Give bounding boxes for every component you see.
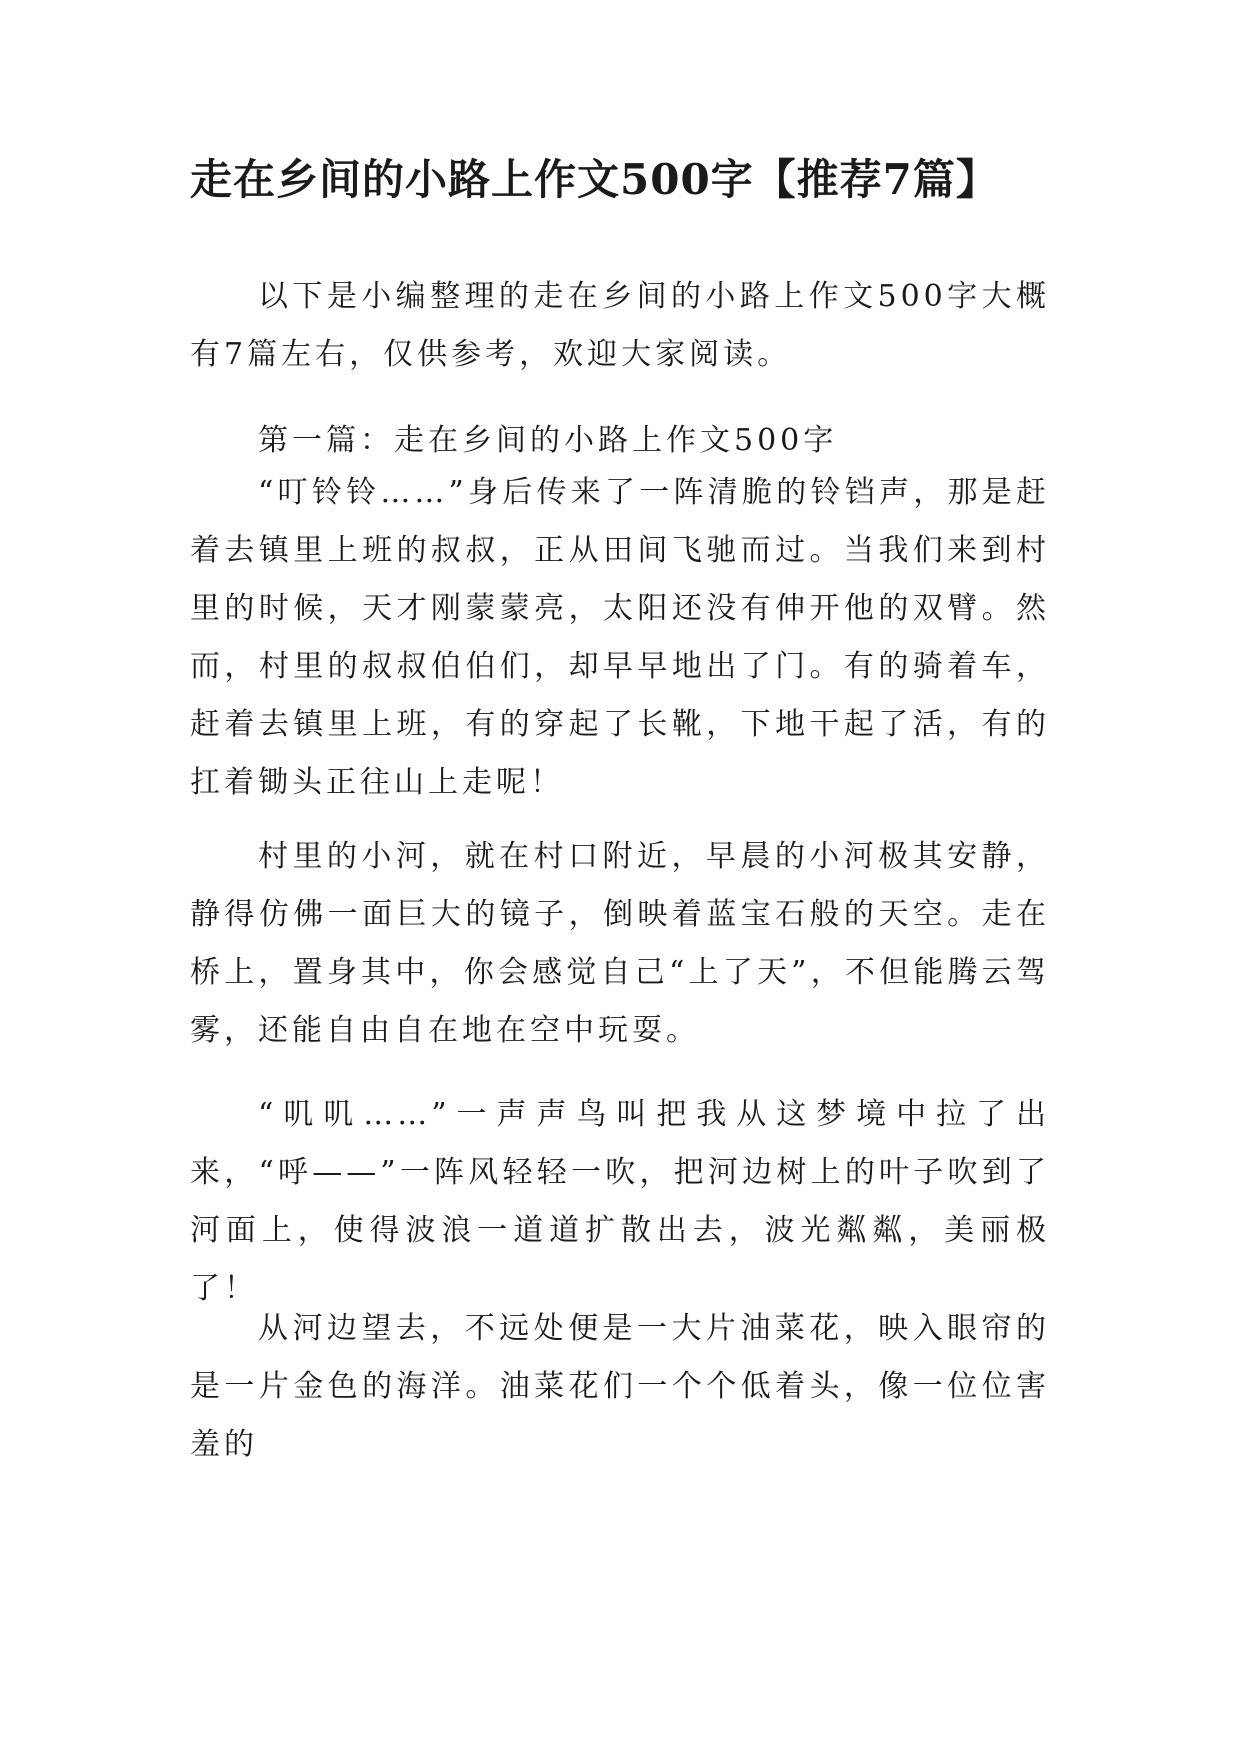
body-paragraph: “叮铃铃……”身后传来了一阵清脆的铃铛声，那是赶着去镇里上班的叔叔，正从田间飞驰而过。当我们来到村里的时候，天才刚蒙蒙亮，太阳还没有伸开他的双臂。然而，村里的叔叔伯伯们，却早早地出了门。有的骑着车，赶着去镇里上班，有的穿起了长靴，下地干起了活，有的扛着锄头正往山上走呢！ (190, 475, 1050, 800)
section-heading: 第一篇：走在乡间的小路上作文500字 (258, 423, 838, 458)
body-paragraph: 从河边望去，不远处便是一大片油菜花，映入眼帘的是一片金色的海洋。油菜花们一个个低着头，像一位位害羞的 (190, 1311, 1050, 1462)
body-paragraph: “叽叽……”一声声鸟叫把我从这梦境中拉了出来，“呼——”一阵风轻轻一吹，把河边树上的叶子吹到了河面上，使得波浪一道道扩散出去，波光粼粼，美丽极了！ (190, 1097, 1050, 1306)
document-title: 走在乡间的小路上作文500字【推荐7篇】 (190, 155, 999, 204)
body-paragraph: 村里的小河，就在村口附近，早晨的小河极其安静，静得仿佛一面巨大的镜子，倒映着蓝宝石般的天空。走在桥上，置身其中，你会感觉自己“上了天”，不但能腾云驾雾，还能自由自在地在空中玩耍。 (190, 839, 1050, 1048)
intro-paragraph: 以下是小编整理的走在乡间的小路上作文500字大概有7篇左右，仅供参考，欢迎大家阅读。 (190, 279, 1050, 372)
